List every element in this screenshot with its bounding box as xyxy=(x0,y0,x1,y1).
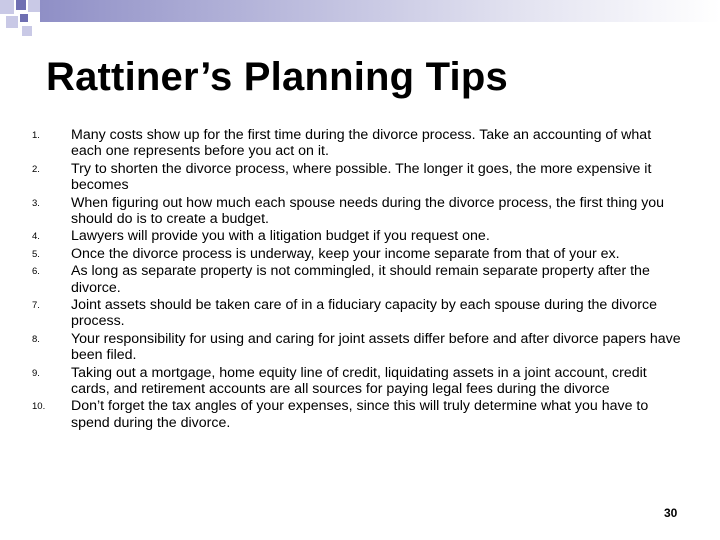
tip-item xyxy=(32,398,682,431)
tip-number: 7. xyxy=(32,300,40,312)
tip-number: 4. xyxy=(32,231,40,243)
tip-item xyxy=(32,331,682,364)
tip-number: 9. xyxy=(32,367,40,379)
tip-text: As long as separate property is not commingled, it should remain separate property after the divorce. xyxy=(71,263,650,296)
header-decoration xyxy=(0,0,720,40)
tip-text: Your responsibility for using and caring for joint assets differ before and after divorce papers have been filed. xyxy=(71,330,681,364)
tip-text: Joint assets should be taken care of in a fiduciary capacity by each spouse during the divorce process. xyxy=(71,297,657,330)
decor-square xyxy=(20,14,28,22)
tip-item xyxy=(32,246,682,262)
tip-text: When figuring out how much each spouse needs during the divorce process, the first thing you should do is to create a budget. xyxy=(71,194,665,227)
tip-text: Don’t forget the tax angles of your expenses, since this will truly determine what you have to spend during the divorce. xyxy=(71,398,649,431)
decor-square xyxy=(16,0,26,10)
decor-square xyxy=(0,0,14,14)
tip-text: Try to shorten the divorce process, where possible. The longer it goes, the more expensive it becomes xyxy=(71,160,652,194)
tip-item xyxy=(32,365,682,398)
tip-item xyxy=(32,127,682,160)
page-number: 30 xyxy=(664,506,678,520)
tip-number: 1. xyxy=(32,130,40,141)
tip-item xyxy=(32,195,682,228)
tip-number: 5. xyxy=(32,248,40,260)
tip-text: Taking out a mortgage, home equity line of credit, liquidating assets in a joint account, credit cards, and retirement accounts are all sources for paying legal fees during the divorce xyxy=(71,364,647,397)
tip-text: Lawyers will provide you with a litigation budget if you request one. xyxy=(71,228,490,245)
decor-square xyxy=(22,26,32,36)
tip-text: Many costs show up for the first time during the divorce process. Take an accounting of what each one represents before you act on it. xyxy=(71,127,652,160)
tip-number: 8. xyxy=(32,333,40,345)
tip-number: 6. xyxy=(32,266,40,278)
tip-item xyxy=(32,297,682,330)
header-gradient-bar xyxy=(40,0,720,22)
tip-number: 2. xyxy=(32,163,40,175)
slide-title: Rattiner’s Planning Tips xyxy=(46,55,508,99)
tip-item xyxy=(32,263,682,296)
decor-square xyxy=(28,0,40,12)
tip-number: 10. xyxy=(32,401,46,413)
planning-tips-list xyxy=(32,127,682,432)
tip-text: Once the divorce process is underway, keep your income separate from that of your ex. xyxy=(71,245,620,262)
decor-square xyxy=(6,16,18,28)
tip-item xyxy=(32,161,682,194)
tip-item xyxy=(32,228,682,244)
tip-number: 3. xyxy=(32,197,40,209)
